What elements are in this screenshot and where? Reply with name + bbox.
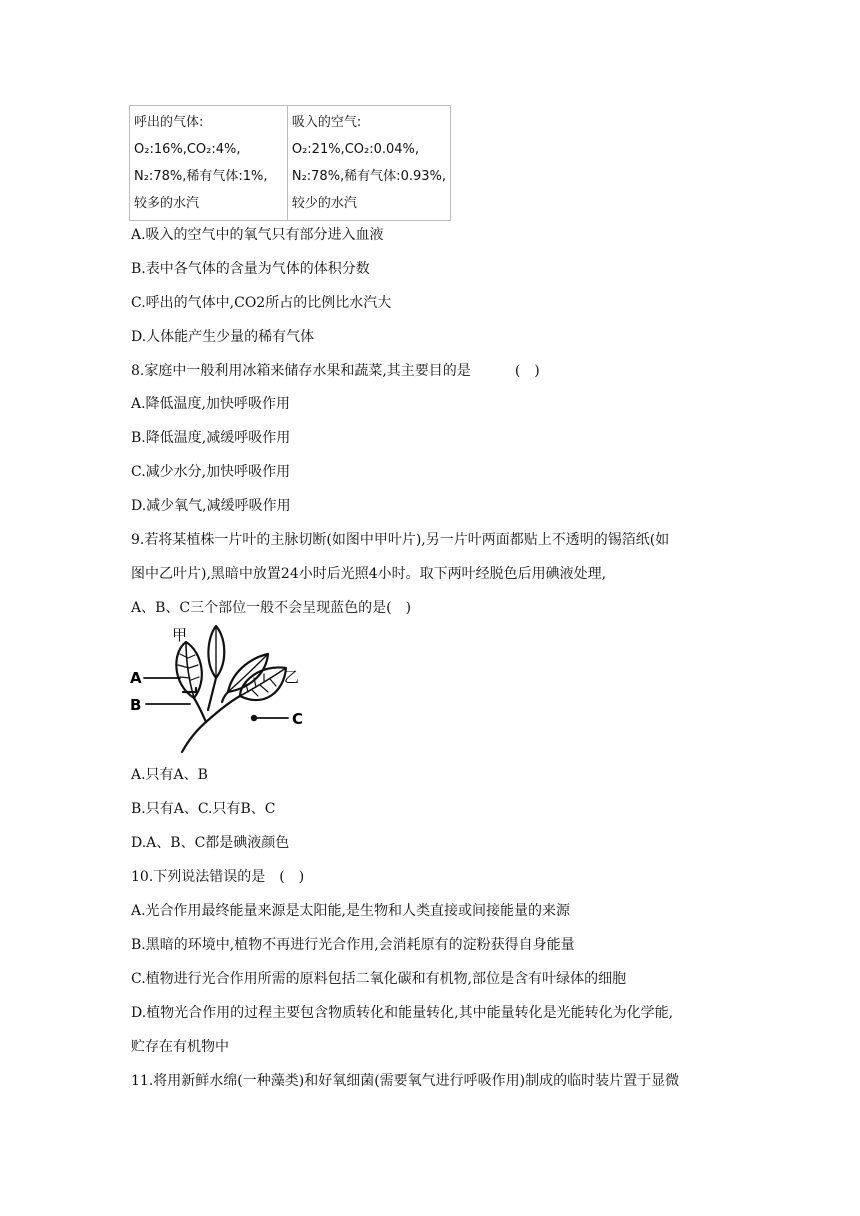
inhaled-title: 吸入的空气: [291,115,362,130]
inhaled-line-3: 较少的水汽 [291,196,357,211]
figure-label-c: C [292,710,304,728]
q9-stem-line-1: 9.若将某植株一片叶的主脉切断(如图中甲叶片),另一片叶两面都贴上不透明的锡箔纸(如 [131,532,670,548]
q8-stem [131,361,540,381]
q7-option-d: D.人体能产生少量的稀有气体 [131,329,315,345]
q10-option-b: B.黑暗的环境中,植物不再进行光合作用,会消耗原有的淀粉获得自身能量 [131,937,575,953]
exhaled-line-3: 较多的水汽 [134,196,200,211]
q8-option-a: A.降低温度,加快呼吸作用 [131,396,291,412]
q11-stem: 11.将用新鲜水绵(一种藻类)和好氧细菌(需要氧气进行呼吸作用)制成的临时装片置于显微 [131,1073,680,1089]
figure-label-jia: 甲 [172,626,188,644]
figure-label-a: A [130,669,142,687]
q7-option-c: C.呼出的气体中,CO2所占的比例比水汽大 [131,295,392,311]
gas-composition-table [129,105,451,221]
q8-option-c: C.减少水分,加快呼吸作用 [131,464,291,480]
exhaled-title: 呼出的气体: [134,115,204,130]
figure-label-yi: 乙 [284,668,300,686]
q9-stem-line-3: A、B、C三个部位一般不会呈现蓝色的是( ) [131,600,412,616]
q10-option-c: C.植物进行光合作用所需的原料包括二氧化碳和有机物,部位是含有叶绿体的细胞 [131,971,627,987]
q9-option-b-c: B.只有A、C.只有B、C [131,801,276,817]
q8-option-b: B.降低温度,减缓呼吸作用 [131,430,291,446]
leaf-point-c-dot [251,715,257,721]
figure-label-b: B [130,696,142,714]
exhaled-line-1: O₂:16%,CO₂:4%, [134,142,241,157]
q9-stem-line-2: 图中乙叶片),黑暗中放置24小时后光照4小时。取下两叶经脱色后用碘液处理, [131,566,607,582]
q7-option-b: B.表中各气体的含量为气体的体积分数 [131,261,370,277]
q8-stem-text: 8.家庭中一般利用冰箱来储存水果和蔬菜,其主要目的是 [131,363,471,379]
exhaled-gas-cell [130,106,288,221]
q8-answer-paren: ( ) [514,363,540,379]
inhaled-air-cell [287,106,450,221]
q9-option-a: A.只有A、B [131,767,208,783]
q8-option-d: D.减少氧气,减缓呼吸作用 [131,498,291,514]
q7-option-a: A.吸入的空气中的氧气只有部分进入血液 [131,227,384,243]
q10-option-a: A.光合作用最终能量来源是太阳能,是生物和人类直接或间接能量的来源 [131,903,571,919]
q10-option-d-continuation: 贮存在有机物中 [131,1039,229,1055]
leaf-diagram [128,622,318,756]
inhaled-line-1: O₂:21%,CO₂:0.04%, [291,142,420,157]
q10-option-d: D.植物光合作用的过程主要包含物质转化和能量转化,其中能量转化是光能转化为化学能, [131,1005,674,1021]
q10-stem: 10.下列说法错误的是 ( ) [131,869,305,885]
exhaled-line-2: N₂:78%,稀有气体:1%, [134,169,268,184]
q9-option-d: D.A、B、C都是碘液颜色 [131,835,290,851]
inhaled-line-2: N₂:78%,稀有气体:0.93%, [291,169,446,184]
